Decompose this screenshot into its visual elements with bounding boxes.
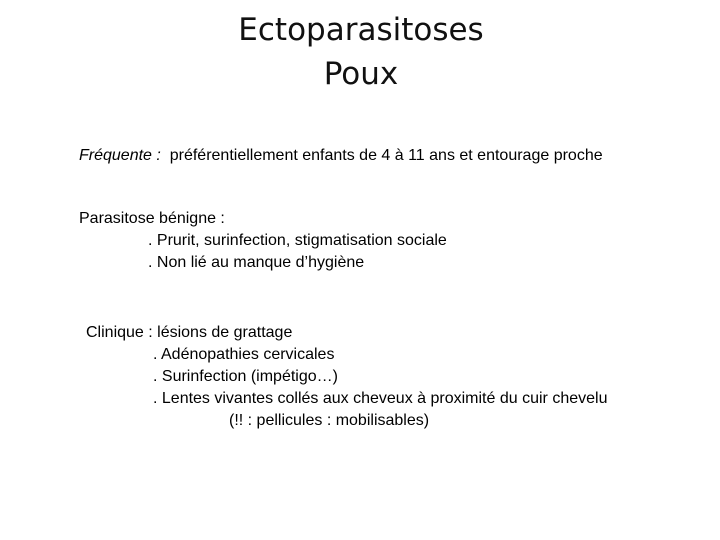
title-line-1: Ectoparasitoses — [238, 12, 484, 48]
slide-title — [0, 8, 720, 96]
intro-text: préférentiellement enfants de 4 à 11 ans et entourage proche — [160, 147, 603, 164]
intro-paragraph — [79, 145, 603, 167]
intro-label: Fréquente : — [79, 147, 161, 164]
parasitose-item: . Prurit, surinfection, stigmatisation sociale — [148, 232, 447, 249]
clinique-item: . Adénopathies cervicales — [153, 346, 335, 363]
parasitose-section — [79, 208, 447, 274]
clinique-item: . Surinfection (impétigo…) — [153, 368, 338, 385]
parasitose-item: . Non lié au manque d’hygiène — [148, 254, 365, 271]
title-line-2: Poux — [323, 56, 399, 92]
clinique-note: (!! : pellicules : mobilisables) — [229, 412, 430, 429]
clinique-item: . Lentes vivantes collés aux cheveux à proximité du cuir chevelu — [153, 390, 608, 407]
clinique-section — [86, 322, 607, 432]
clinique-heading: Clinique : lésions de grattage — [86, 324, 293, 341]
parasitose-heading: Parasitose bénigne : — [79, 210, 225, 227]
